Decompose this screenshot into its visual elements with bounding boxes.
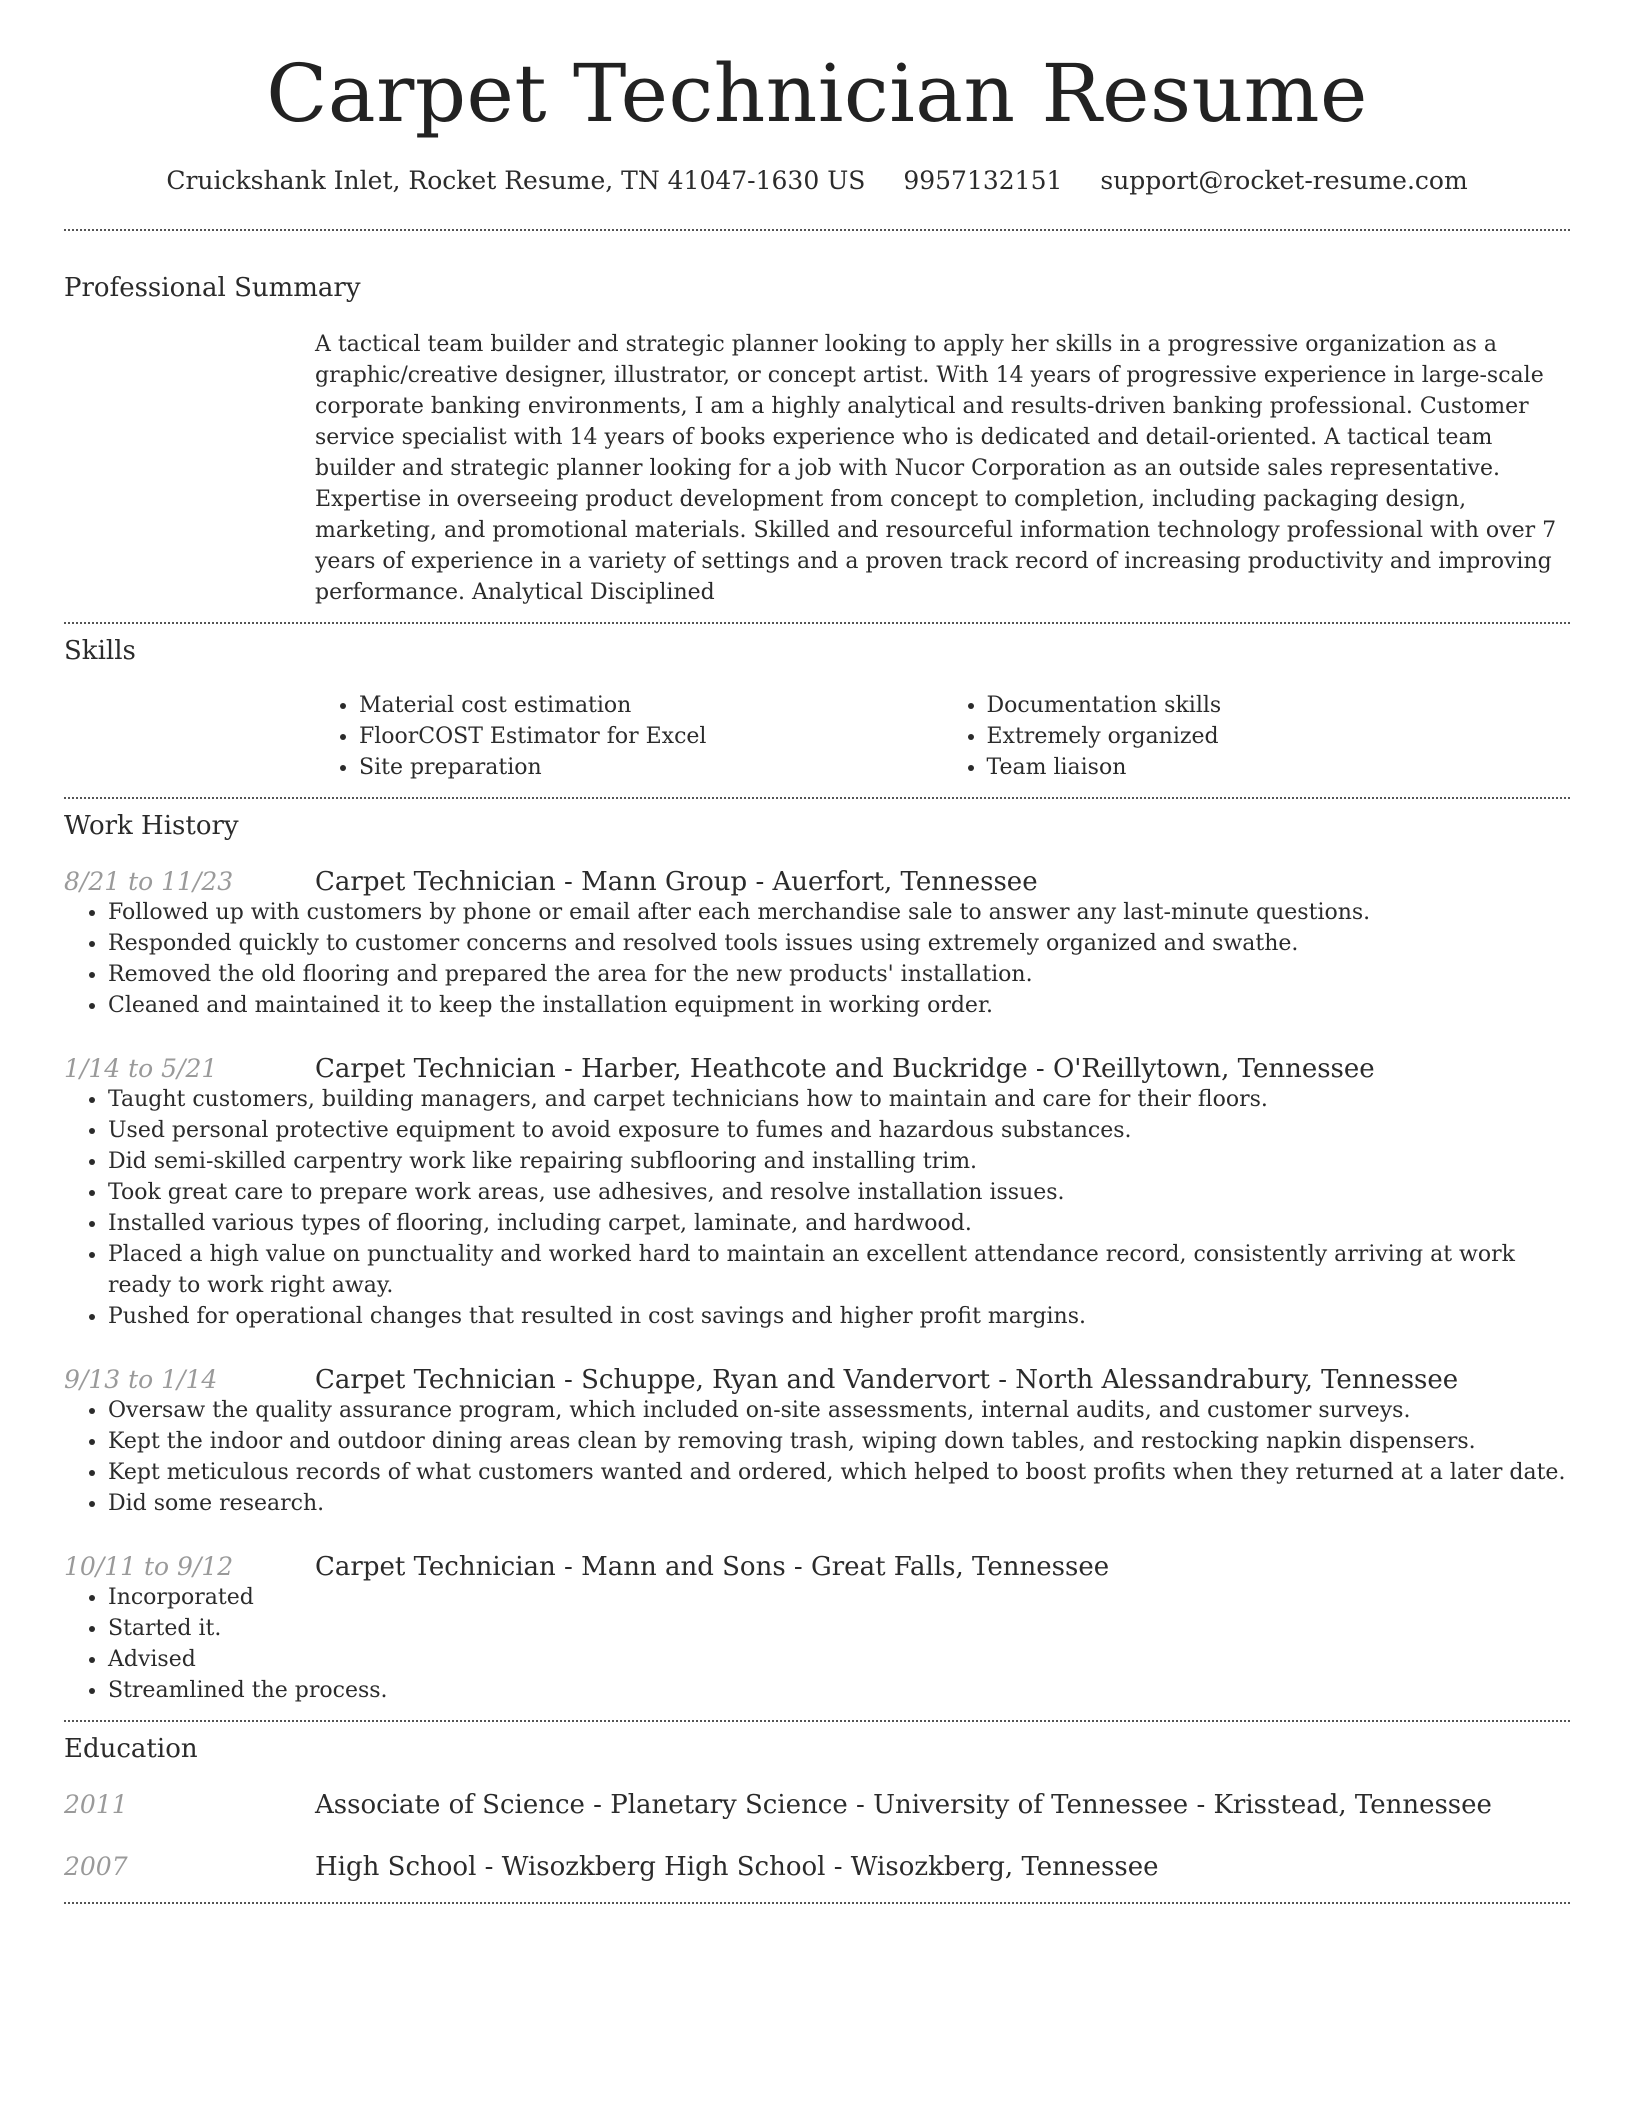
work-heading: Work History	[64, 811, 239, 841]
education-year: 2011	[64, 1790, 128, 1819]
resume-title: Carpet Technician Resume	[266, 47, 1368, 140]
contact-email: support@rocket-resume.com	[1100, 166, 1468, 195]
job-bullet: • Followed up with customers by phone or email after each merchandise sale to answer any last-minute questions.	[108, 897, 1570, 928]
job-header	[64, 1365, 1570, 1395]
job-dates: 9/13 to 1/14	[64, 1365, 218, 1394]
job-entry	[64, 867, 1570, 1021]
education-heading: Education	[64, 1734, 198, 1764]
skill-item: • FloorCOST Estimator for Excel	[359, 721, 943, 752]
job-bullet: • Incorporated	[108, 1582, 1570, 1613]
job-bullet: • Did some research.	[108, 1488, 1570, 1519]
job-header	[64, 867, 1570, 897]
contact-line	[64, 166, 1570, 195]
job-bullet: • Removed the old flooring and prepared the area for the new products' installation.	[108, 959, 1570, 990]
skill-item: • Extremely organized	[987, 721, 1571, 752]
skills-list	[315, 690, 1570, 783]
work-section	[64, 799, 1570, 1720]
job-title: Carpet Technician - Mann and Sons - Great Falls, Tennessee	[315, 1552, 1110, 1582]
job-bullets	[64, 1084, 1570, 1332]
skill-item: • Site preparation	[359, 752, 943, 783]
job-entry	[64, 1552, 1570, 1706]
job-bullet: • Responded quickly to customer concerns and resolved tools issues using extremely organized and swathe.	[108, 928, 1570, 959]
job-bullet: • Streamlined the process.	[108, 1675, 1570, 1706]
contact-address: Cruickshank Inlet, Rocket Resume, TN 41047-1630 US	[166, 166, 866, 195]
skills-section	[64, 624, 1570, 797]
job-bullet: • Took great care to prepare work areas, use adhesives, and resolve installation issues.	[108, 1177, 1570, 1208]
skill-item: • Material cost estimation	[359, 690, 943, 721]
job-bullet: • Kept the indoor and outdoor dining areas clean by removing trash, wiping down tables, and restocking napkin dispensers.	[108, 1426, 1570, 1457]
job-dates: 10/11 to 9/12	[64, 1552, 234, 1581]
job-bullet: • Kept meticulous records of what customers wanted and ordered, which helped to boost profits when they returned at a later date.	[108, 1457, 1570, 1488]
job-bullets	[64, 1582, 1570, 1706]
education-entry	[64, 1852, 1570, 1882]
job-header	[64, 1552, 1570, 1582]
job-bullet: • Advised	[108, 1644, 1570, 1675]
summary-heading: Professional Summary	[64, 273, 361, 303]
skill-item: • Team liaison	[987, 752, 1571, 783]
education-section	[64, 1722, 1570, 1902]
job-header	[64, 1054, 1570, 1084]
job-bullet: • Used personal protective equipment to avoid exposure to fumes and hazardous substances.	[108, 1115, 1570, 1146]
job-bullet: • Pushed for operational changes that resulted in cost savings and higher profit margins.	[108, 1301, 1570, 1332]
divider	[64, 1902, 1570, 1904]
job-bullet: • Installed various types of flooring, including carpet, laminate, and hardwood.	[108, 1208, 1570, 1239]
summary-text: A tactical team builder and strategic planner looking to apply her skills in a progressive organization as a graphic/creative designer, illustrator, or concept artist. With 14 years of progressive experience in large-scale corporate banking environments, I am a highly analytical and results-driven banking professional. Customer service specialist with 14 years of books experience who is dedicated and detail-oriented. A tactical team builder and strategic planner looking for a job with Nucor Corporation as an outside sales representative. Expertise in overseeing product development from concept to completion, including packaging design, marketing, and promotional materials. Skilled and resourceful information technology professional with over 7 years of experience in a variety of settings and a proven track record of increasing productivity and improving performance. Analytical Disciplined	[315, 332, 1557, 605]
job-title: Carpet Technician - Harber, Heathcote and Buckridge - O'Reillytown, Tennessee	[315, 1054, 1375, 1084]
job-entry	[64, 1054, 1570, 1332]
job-title: Carpet Technician - Mann Group - Auerfort, Tennessee	[315, 867, 1038, 897]
skill-item: • Documentation skills	[987, 690, 1571, 721]
job-dates: 8/21 to 11/23	[64, 867, 234, 896]
job-bullet: • Started it.	[108, 1613, 1570, 1644]
skills-heading: Skills	[64, 636, 136, 666]
job-bullet: • Cleaned and maintained it to keep the installation equipment in working order.	[108, 990, 1570, 1021]
job-bullet: • Oversaw the quality assurance program, which included on-site assessments, internal audits, and customer surveys.	[108, 1395, 1570, 1426]
skills-column-left	[315, 690, 943, 783]
education-year: 2007	[64, 1852, 128, 1881]
job-dates: 1/14 to 5/21	[64, 1054, 218, 1083]
job-title: Carpet Technician - Schuppe, Ryan and Vandervort - North Alessandrabury, Tennessee	[315, 1365, 1459, 1395]
education-title: Associate of Science - Planetary Science - University of Tennessee - Krisstead, Tennessee	[315, 1790, 1492, 1820]
job-bullets	[64, 1395, 1570, 1519]
job-bullet: • Placed a high value on punctuality and worked hard to maintain an excellent attendance record, consistently arriving at work ready to work right away.	[108, 1239, 1570, 1301]
job-bullets	[64, 897, 1570, 1021]
job-entry	[64, 1365, 1570, 1519]
summary-section	[64, 231, 1570, 622]
contact-phone: 9957132151	[903, 166, 1063, 195]
education-entry	[64, 1790, 1570, 1820]
job-bullet: • Did semi-skilled carpentry work like repairing subflooring and installing trim.	[108, 1146, 1570, 1177]
skills-column-right	[943, 690, 1571, 783]
education-title: High School - Wisozkberg High School - Wisozkberg, Tennessee	[315, 1852, 1159, 1882]
resume-page	[64, 0, 1570, 1904]
job-bullet: • Taught customers, building managers, and carpet technicians how to maintain and care for their floors.	[108, 1084, 1570, 1115]
